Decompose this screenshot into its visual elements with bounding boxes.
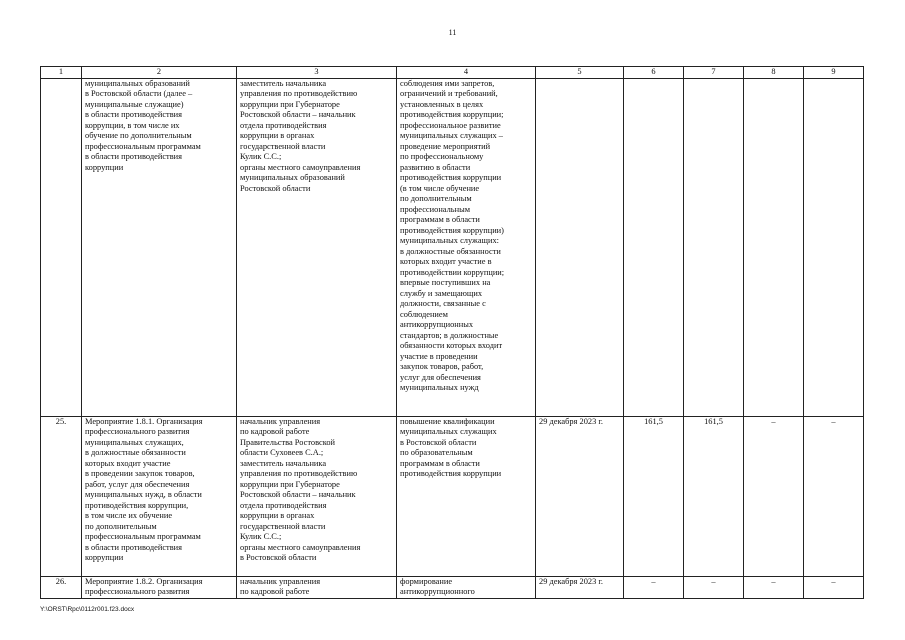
cell-text-line: обучение по дополнительным: [85, 131, 192, 140]
cell-text-line: Ростовской области: [240, 183, 311, 193]
cell-col7: –: [684, 576, 744, 598]
column-header-6: 6: [624, 67, 684, 79]
column-header-5: 5: [536, 67, 624, 79]
cell-col5: 29 декабря 2023 г.: [536, 416, 624, 576]
cell-col6: –: [624, 576, 684, 598]
cell-text-line: органы местного самоуправления: [240, 542, 361, 552]
cell-text-line: муниципальных образований: [85, 78, 190, 88]
column-header-3: 3: [237, 67, 397, 79]
cell-text-line: муниципальных образований: [240, 173, 345, 182]
cell-col2: [82, 416, 237, 576]
cell-text-line: начальник управления: [240, 576, 321, 586]
cell-col2: [82, 576, 237, 598]
cell-text-line: в области противодействия: [85, 542, 182, 552]
table-row: [41, 78, 864, 416]
column-header-8: 8: [744, 67, 804, 79]
cell-text-line: профессиональным: [400, 204, 470, 214]
cell-col3: [237, 576, 397, 598]
cell-text-line: государственной власти: [240, 521, 326, 531]
cell-text-line: впервые поступивших на: [400, 278, 491, 287]
cell-text-line: противодействия коррупции;: [400, 110, 504, 119]
cell-text-line: по дополнительным: [85, 521, 157, 531]
cell-text-line: профессиональное развитие: [400, 120, 501, 130]
cell-text-line: коррупции: [85, 162, 124, 172]
cell-text-line: программам в области: [400, 458, 480, 468]
cell-text-line: по кадровой работе: [240, 587, 310, 596]
row-number: [41, 78, 82, 416]
cell-text-line: которых входит участие в: [400, 257, 492, 266]
cell-text-line: управления по противодействию: [240, 469, 358, 478]
cell-col9: –: [804, 576, 864, 598]
cell-col3: [237, 416, 397, 576]
cell-col7: 161,5: [684, 416, 744, 576]
footer-file-path: Y:\ORST\Rpc\0112r001.f23.docx: [40, 606, 135, 613]
cell-text-line: заместитель начальника: [240, 78, 327, 88]
cell-text-line: услуг для обеспечения: [400, 372, 481, 382]
cell-text-line: в Ростовской области: [240, 553, 317, 562]
cell-text-line: Ростовской области – начальник: [240, 110, 356, 119]
column-header-7: 7: [684, 67, 744, 79]
cell-col8: –: [744, 576, 804, 598]
cell-text-line: по образовательным: [400, 448, 473, 457]
cell-text-line: профессионального развития: [85, 587, 190, 596]
cell-text-line: проведение мероприятий: [400, 141, 491, 151]
cell-text-line: коррупции, в том числе их: [85, 120, 180, 130]
cell-text-line: по дополнительным: [400, 194, 472, 203]
cell-text-line: Правительства Ростовской: [240, 437, 336, 447]
cell-text-line: Кулик С.С.;: [240, 532, 282, 541]
cell-col8: [744, 78, 804, 416]
cell-text-line: соблюдением: [400, 309, 448, 319]
cell-text-line: начальник управления: [240, 416, 321, 426]
cell-text-line: коррупции: [85, 553, 124, 562]
column-header-9: 9: [804, 67, 864, 79]
cell-text-line: в Ростовской области (далее –: [85, 89, 193, 98]
cell-text-line: в Ростовской области: [400, 437, 477, 447]
cell-col6: 161,5: [624, 416, 684, 576]
cell-text-line: обязанности которых входит: [400, 341, 503, 350]
cell-col7: [684, 78, 744, 416]
column-header-2: 2: [82, 67, 237, 79]
cell-col9: [804, 78, 864, 416]
row-number: 26.: [41, 576, 82, 598]
cell-text-line: противодействия коррупции): [400, 225, 504, 235]
cell-text-line: противодействия коррупции,: [85, 500, 189, 510]
cell-text-line: в должностные обязанности: [400, 246, 501, 256]
cell-text-line: развитию в области: [400, 162, 471, 172]
cell-text-line: стандартов; в должностные: [400, 330, 499, 340]
document-table: [40, 66, 864, 599]
cell-col8: –: [744, 416, 804, 576]
cell-text-line: соблюдения ими запретов,: [400, 78, 495, 88]
cell-text-line: отдела противодействия: [240, 500, 327, 510]
cell-text-line: заместитель начальника: [240, 458, 327, 468]
cell-text-line: органы местного самоуправления: [240, 162, 361, 172]
cell-text-line: отдела противодействия: [240, 120, 327, 130]
cell-col4: [397, 78, 536, 416]
cell-text-line: противодействия коррупции: [400, 173, 502, 182]
row-number: 25.: [41, 416, 82, 576]
cell-text-line: ограничений и требований,: [400, 89, 498, 98]
cell-col3: [237, 78, 397, 416]
table-row: [41, 576, 864, 598]
cell-text-line: муниципальных служащих: [400, 427, 497, 436]
table-row: [41, 416, 864, 576]
cell-text-line: установленных в целях: [400, 99, 484, 109]
cell-text-line: муниципальных нужд, в области: [85, 490, 202, 499]
cell-text-line: Ростовской области – начальник: [240, 490, 356, 499]
column-header-1: 1: [41, 67, 82, 79]
cell-text-line: повышение квалификации: [400, 416, 495, 426]
cell-col5: 29 декабря 2023 г.: [536, 576, 624, 598]
cell-text-line: профессиональным программам: [85, 532, 201, 541]
column-header-4: 4: [397, 67, 536, 79]
cell-text-line: в области противодействия: [85, 110, 182, 119]
cell-text-line: должности, связанные с: [400, 299, 486, 308]
table-header-row: [41, 67, 864, 79]
cell-text-line: программам в области: [400, 215, 480, 224]
cell-text-line: Мероприятие 1.8.1. Организация: [85, 416, 203, 426]
cell-text-line: коррупции при Губернаторе: [240, 479, 340, 489]
cell-text-line: работ, услуг для обеспечения: [85, 479, 190, 489]
cell-text-line: коррупции в органах: [240, 131, 315, 140]
cell-text-line: в области противодействия: [85, 152, 182, 161]
cell-text-line: в должностные обязанности: [85, 448, 186, 457]
cell-text-line: Кулик С.С.;: [240, 152, 282, 161]
cell-col4: [397, 576, 536, 598]
cell-col6: [624, 78, 684, 416]
cell-text-line: по кадровой работе: [240, 427, 310, 436]
cell-text-line: муниципальные служащие): [85, 99, 184, 109]
cell-col5: [536, 78, 624, 416]
cell-col4: [397, 416, 536, 576]
cell-text-line: профессионального развития: [85, 427, 190, 436]
cell-text-line: муниципальных служащих:: [400, 236, 499, 245]
cell-text-line: противодействия коррупции: [400, 469, 502, 478]
cell-text-line: управления по противодействию: [240, 89, 358, 98]
cell-text-line: коррупции в органах: [240, 511, 315, 520]
cell-text-line: противодействии коррупции;: [400, 267, 505, 277]
cell-text-line: муниципальных служащих –: [400, 131, 503, 140]
cell-text-line: службу и замещающих: [400, 288, 483, 298]
cell-text-line: муниципальных служащих,: [85, 437, 184, 447]
cell-text-line: формирование: [400, 576, 453, 586]
page-number: 11: [448, 28, 457, 37]
cell-text-line: области Суховеев С.А.;: [240, 448, 324, 457]
cell-text-line: профессиональным программам: [85, 141, 201, 151]
cell-col9: –: [804, 416, 864, 576]
cell-text-line: по профессиональному: [400, 152, 484, 161]
cell-text-line: которых входит участие: [85, 458, 171, 468]
cell-text-line: муниципальных нужд: [400, 383, 479, 392]
cell-text-line: в проведении закупок товаров,: [85, 469, 195, 478]
cell-text-line: в том числе их обучение: [85, 511, 173, 520]
cell-col2: [82, 78, 237, 416]
cell-text-line: антикоррупционных: [400, 320, 474, 329]
cell-text-line: антикоррупционного: [400, 587, 475, 596]
cell-text-line: коррупции при Губернаторе: [240, 99, 340, 109]
cell-text-line: государственной власти: [240, 141, 326, 151]
cell-text-line: (в том числе обучение: [400, 183, 480, 193]
cell-text-line: Мероприятие 1.8.2. Организация: [85, 576, 203, 586]
cell-text-line: участие в проведении: [400, 351, 478, 361]
cell-text-line: закупок товаров, работ,: [400, 362, 484, 371]
